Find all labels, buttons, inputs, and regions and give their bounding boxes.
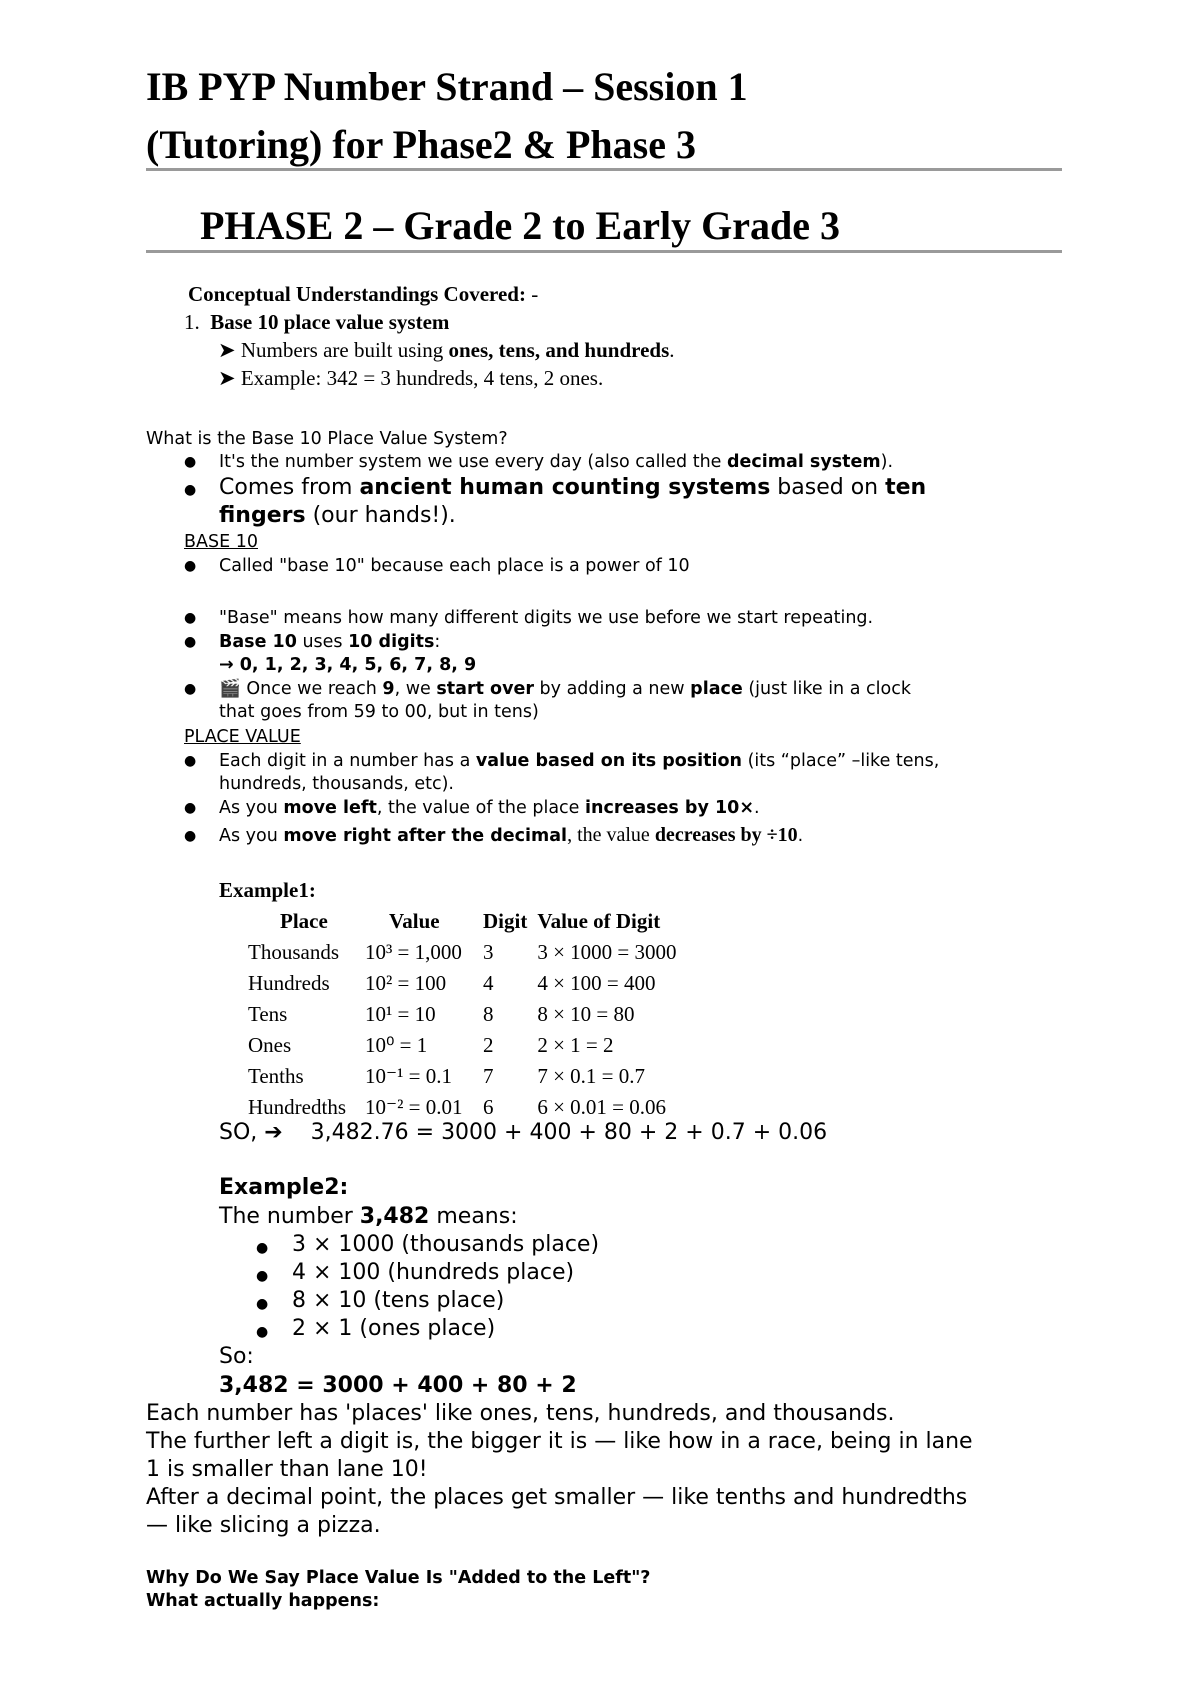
example2-so: So: xyxy=(219,1344,254,1369)
example2-intro: The number 3,482 means: xyxy=(219,1204,518,1229)
conceptual-item-1: 1. Base 10 place value system xyxy=(184,310,450,334)
table-cell: 10⁻² = 0.01 xyxy=(365,1095,463,1119)
table-cell: 2 × 1 = 2 xyxy=(537,1033,614,1057)
place-value-heading: PLACE VALUE xyxy=(184,727,301,747)
table-row xyxy=(238,1030,687,1061)
example2-item: 8 × 10 (tens place) xyxy=(292,1288,505,1313)
closing-paragraph-2: The further left a digit is, the bigger it is — like how in a race, being in lane 1 is smaller than lane 10! xyxy=(146,1429,973,1482)
example2-item: 2 × 1 (ones place) xyxy=(292,1316,496,1341)
phase-heading: PHASE 2 – Grade 2 to Early Grade 3 xyxy=(200,203,840,248)
table-cell: Ones xyxy=(248,1033,292,1057)
bullet: ● xyxy=(184,610,197,626)
base10-bullet-4: 🎬 Once we reach 9, we start over by adding a new place (just like in a clock that goes from 59 to 00, but in tens) xyxy=(219,679,911,722)
table-cell: 2 xyxy=(483,1033,494,1057)
what-is-bullet-1: It's the number system we use every day (also called the decimal system). xyxy=(219,452,894,472)
what-is-question: What is the Base 10 Place Value System? xyxy=(146,429,508,449)
bullet: ● xyxy=(184,800,197,816)
example2-equation: 3,482 = 3000 + 400 + 80 + 2 xyxy=(219,1373,577,1398)
table-cell: 6 xyxy=(483,1095,494,1119)
base10-bullet-1: Called "base 10" because each place is a power of 10 xyxy=(219,556,690,576)
conceptual-bullet-1: ➤ Numbers are built using ones, tens, and hundreds. xyxy=(218,338,675,362)
table-cell: 3 × 1000 = 3000 xyxy=(537,940,677,964)
conceptual-understandings xyxy=(146,280,1066,392)
clapper-icon: 🎬 xyxy=(219,679,241,699)
table-cell: Tenths xyxy=(248,1064,304,1088)
closing-paragraph-1: Each number has 'places' like ones, tens, hundreds, and thousands. xyxy=(146,1401,895,1426)
example1-so-line: SO, ➔ 3,482.76 = 3000 + 400 + 80 + 2 + 0.7 + 0.06 xyxy=(219,1120,828,1145)
column-header: Value xyxy=(389,909,440,933)
table-cell: Hundreds xyxy=(248,971,330,995)
table-cell: 10¹ = 10 xyxy=(365,1002,436,1026)
bullet: ● xyxy=(256,1296,269,1312)
place-value-bullet-3: As you move right after the decimal, the value decreases by ÷10. xyxy=(219,824,804,846)
place-value-bullet-2: As you move left, the value of the place increases by 10×. xyxy=(219,798,760,818)
table-cell: 8 xyxy=(483,1002,494,1026)
base10-digits: → 0, 1, 2, 3, 4, 5, 6, 7, 8, 9 xyxy=(219,655,477,675)
example1-heading: Example1: xyxy=(219,878,316,902)
table-cell: 7 × 0.1 = 0.7 xyxy=(537,1064,646,1088)
bullet: ● xyxy=(184,482,197,498)
table-cell: 8 × 10 = 80 xyxy=(537,1002,635,1026)
table-row xyxy=(238,1061,687,1092)
base10-heading: BASE 10 xyxy=(184,532,258,552)
table-body xyxy=(238,937,687,1123)
example2-heading: Example2: xyxy=(219,1175,349,1200)
title-line-2: (Tutoring) for Phase2 & Phase 3 xyxy=(146,122,696,167)
place-value-table xyxy=(238,906,687,1123)
table-cell: Thousands xyxy=(248,940,339,964)
bullet: ● xyxy=(184,753,197,769)
table-cell: 4 xyxy=(483,971,494,995)
table-row xyxy=(238,937,687,968)
bullet: ● xyxy=(184,828,197,844)
table-row xyxy=(238,968,687,999)
column-header: Value of Digit xyxy=(537,909,661,933)
bullet: ● xyxy=(184,558,197,574)
bullet: ● xyxy=(256,1324,269,1340)
table-cell: 10³ = 1,000 xyxy=(365,940,462,964)
closing-text xyxy=(146,1400,1076,1540)
title-line-1: IB PYP Number Strand – Session 1 xyxy=(146,64,748,109)
bullet: ● xyxy=(184,681,197,697)
conceptual-bullet-2: ➤ Example: 342 = 3 hundreds, 4 tens, 2 ones. xyxy=(218,366,604,390)
table-cell: Tens xyxy=(248,1002,288,1026)
table-cell: 10⁰ = 1 xyxy=(365,1033,428,1057)
example2-item: 3 × 1000 (thousands place) xyxy=(292,1232,600,1257)
table-header-row xyxy=(238,906,687,937)
table-row xyxy=(238,999,687,1030)
bullet: ● xyxy=(256,1268,269,1284)
base10-bullet-3: Base 10 uses 10 digits: xyxy=(219,632,441,652)
closing-paragraph-3: After a decimal point, the places get smaller — like tenths and hundredths — like slicing a pizza. xyxy=(146,1485,968,1538)
place-value-bullet-1: Each digit in a number has a value based on its position (its “place” –like tens, hundreds, thousands, etc). xyxy=(219,751,940,794)
table-cell: 3 xyxy=(483,940,494,964)
document-title xyxy=(146,58,1066,174)
column-header: Place xyxy=(280,909,328,933)
what-is-bullet-2: Comes from ancient human counting systems based on ten fingers (our hands!). xyxy=(219,475,927,528)
table-cell: 10⁻¹ = 0.1 xyxy=(365,1064,452,1088)
base10-bullet-2: "Base" means how many different digits we use before we start repeating. xyxy=(219,608,874,628)
bullet: ● xyxy=(256,1240,269,1256)
conceptual-heading: Conceptual Understandings Covered: - xyxy=(188,282,539,306)
bullet: ● xyxy=(184,634,197,650)
why-question: Why Do We Say Place Value Is "Added to the Left"? xyxy=(146,1568,651,1588)
table-cell: 7 xyxy=(483,1064,494,1088)
column-header: Digit xyxy=(483,909,528,933)
table-cell: 10² = 100 xyxy=(365,971,447,995)
why-section xyxy=(146,1567,650,1613)
table-cell: Hundredths xyxy=(248,1095,346,1119)
example2-item: 4 × 100 (hundreds place) xyxy=(292,1260,575,1285)
table-cell: 6 × 0.01 = 0.06 xyxy=(537,1095,667,1119)
what-happens-heading: What actually happens: xyxy=(146,1591,380,1611)
bullet: ● xyxy=(184,454,197,470)
title-underline xyxy=(146,168,1062,171)
table-cell: 4 × 100 = 400 xyxy=(537,971,656,995)
phase-underline xyxy=(146,250,1062,253)
